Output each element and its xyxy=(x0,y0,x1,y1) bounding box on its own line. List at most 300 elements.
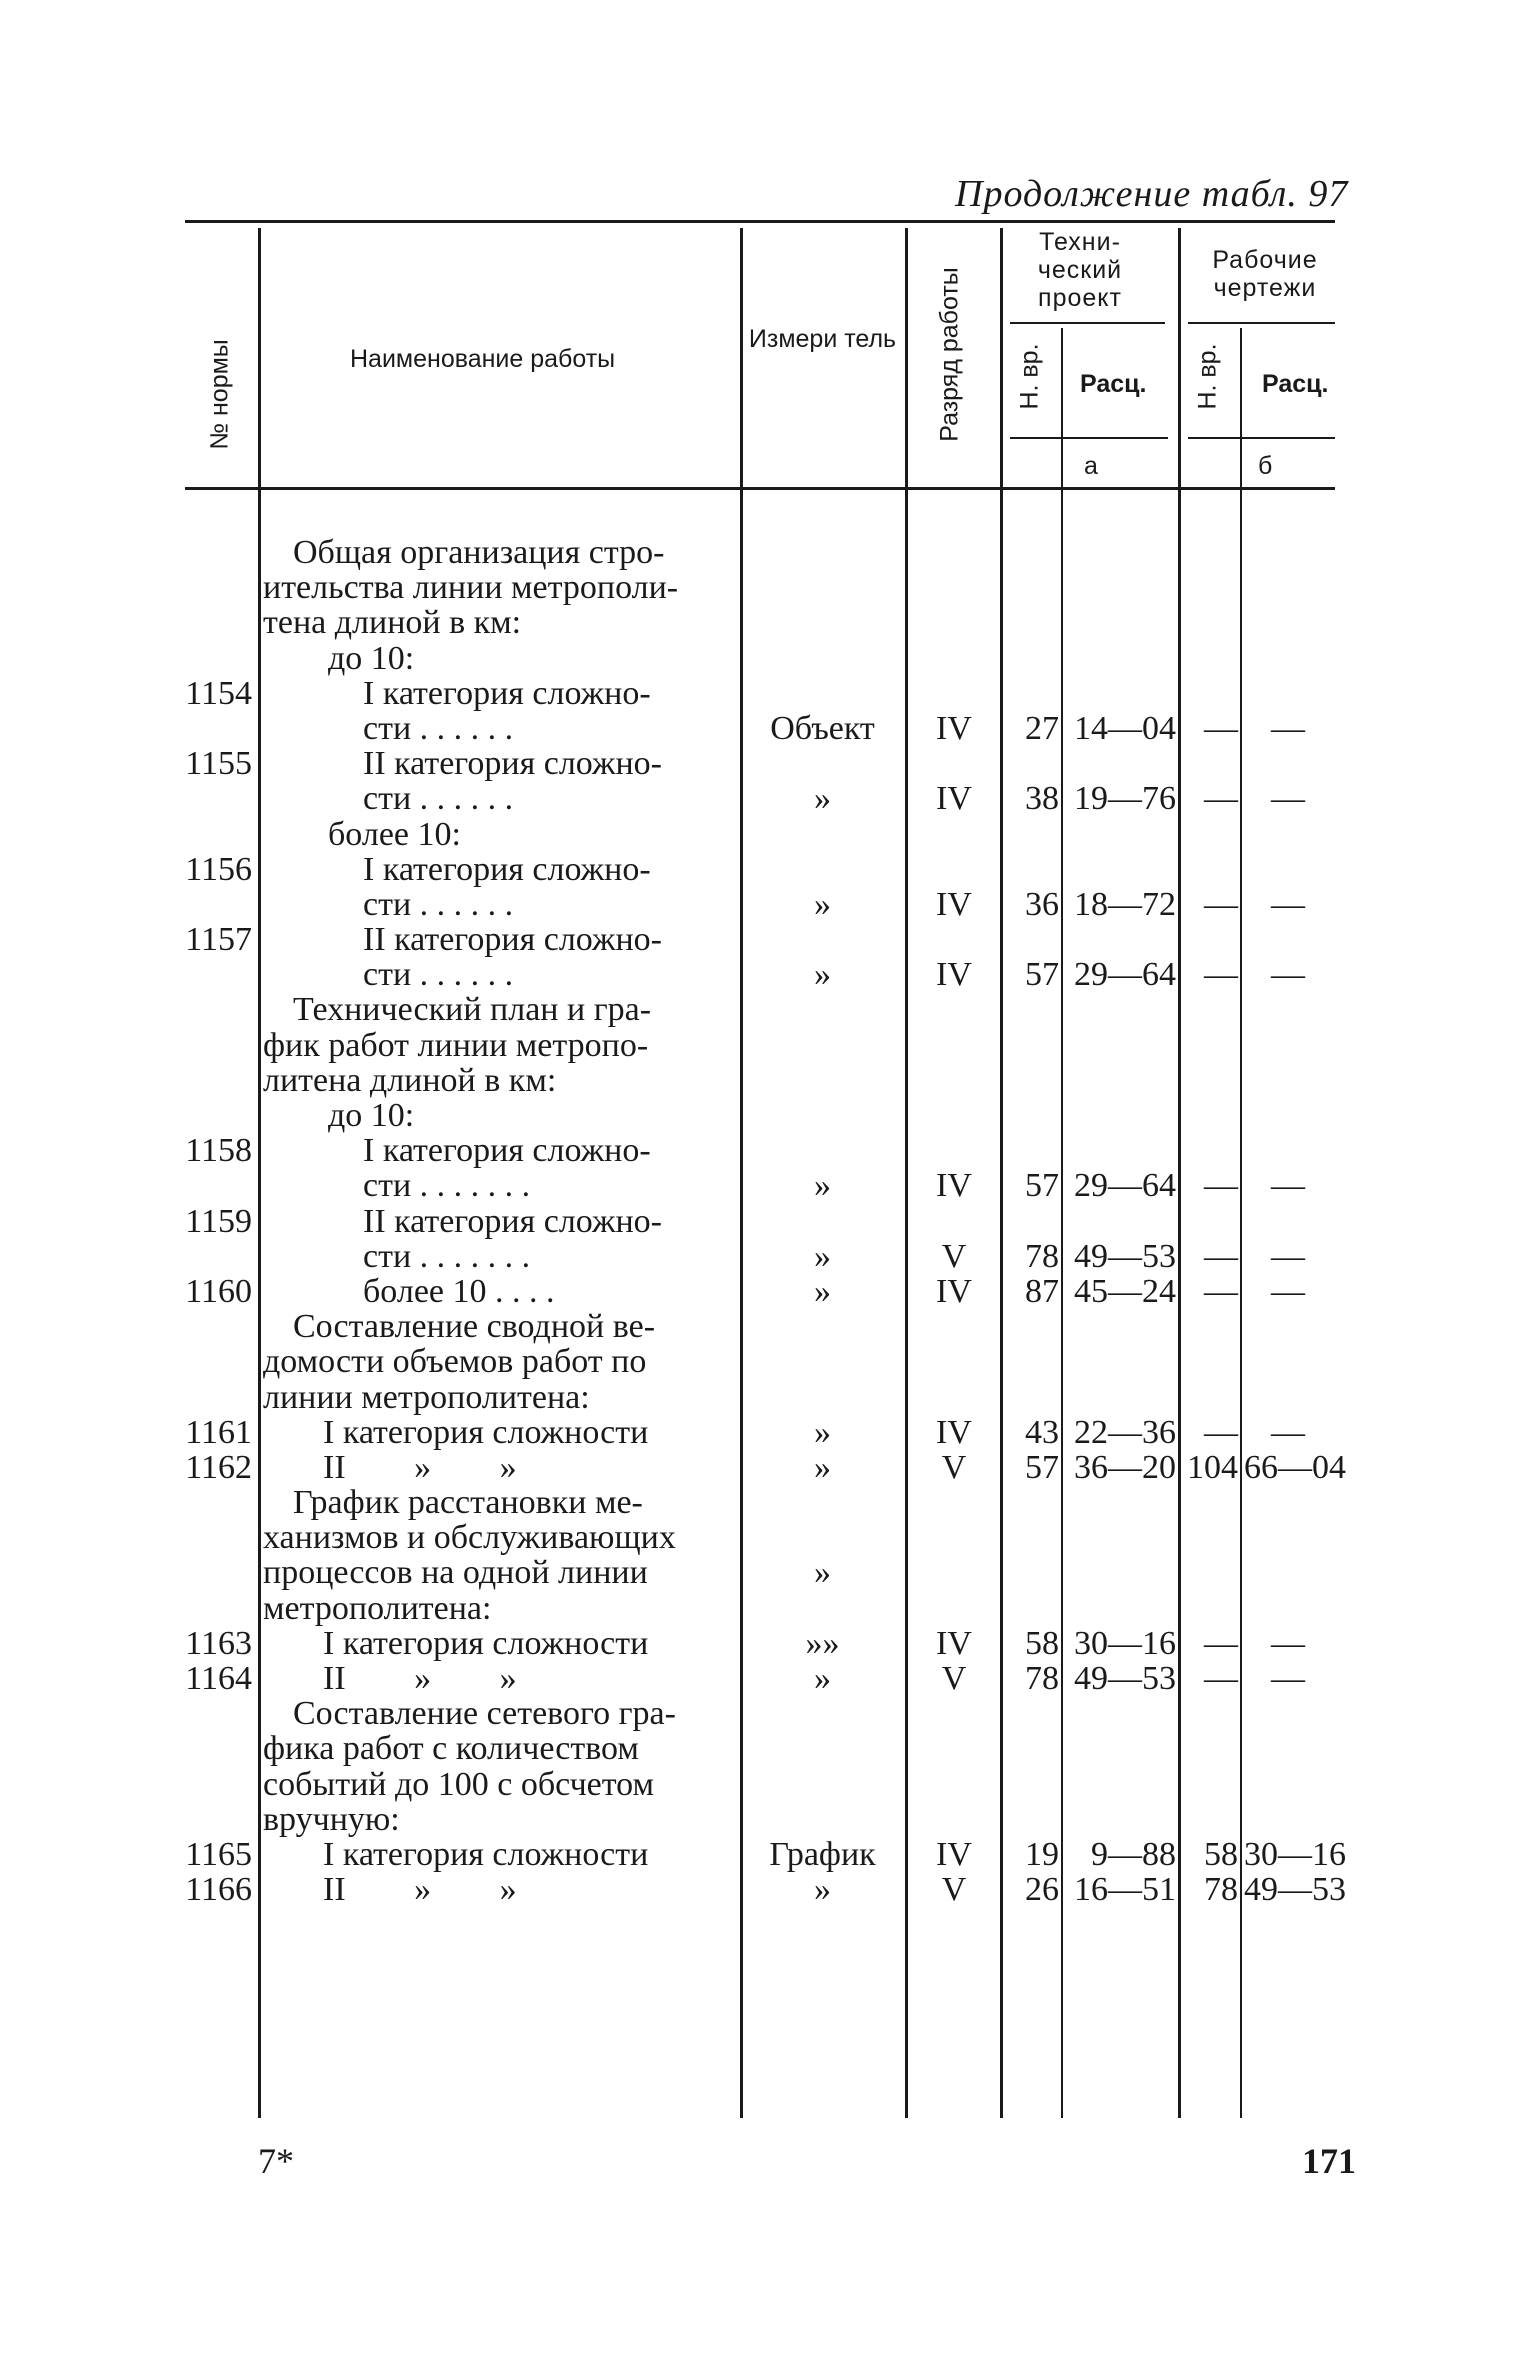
norm-number-cell: 1156 xyxy=(185,850,252,888)
norm-number-cell xyxy=(160,1555,252,1590)
norm-number-cell xyxy=(160,1344,252,1379)
draw-rate-cell xyxy=(1244,922,1332,957)
tech-rate-cell xyxy=(1064,746,1176,781)
draw-rate-cell xyxy=(1244,1485,1332,1520)
norm-number-cell xyxy=(160,1696,252,1731)
draw-hours-cell xyxy=(1182,1028,1238,1063)
draw-rate-cell xyxy=(1244,676,1332,711)
work-line: линии метрополитена: xyxy=(263,1379,590,1415)
tech-hours-cell xyxy=(1005,1133,1059,1168)
grade-cell xyxy=(910,1204,998,1239)
tech-hours-cell xyxy=(1005,1731,1059,1766)
tech-hours-cell xyxy=(1005,1028,1059,1063)
draw-rate-cell xyxy=(1244,1555,1332,1590)
page-number: 171 xyxy=(1302,2141,1356,2181)
draw-hours-cell: — xyxy=(1204,1413,1238,1451)
unit-cell xyxy=(745,1591,900,1626)
unit-cell xyxy=(745,1063,900,1098)
work-line: I категория сложности xyxy=(323,1625,649,1661)
norm-number-cell xyxy=(160,1239,252,1274)
vline-draw-mid xyxy=(1240,328,1242,2118)
grade-cell xyxy=(910,1380,998,1415)
unit-cell: » xyxy=(814,956,831,994)
tech-rate-cell xyxy=(1064,922,1176,957)
draw-hours-cell xyxy=(1182,1344,1238,1379)
draw-rate-cell xyxy=(1244,1028,1332,1063)
draw-rate-cell xyxy=(1244,746,1332,781)
norm-number-cell: 1164 xyxy=(185,1660,252,1697)
tech-rate-cell: 14—04 xyxy=(1074,709,1176,747)
norm-number-cell xyxy=(160,1309,252,1344)
unit-cell xyxy=(745,1802,900,1837)
draw-rate-cell xyxy=(1244,1204,1332,1239)
work-line: II » » xyxy=(323,1872,517,1908)
tech-rate-cell xyxy=(1064,1344,1176,1379)
norm-number-cell xyxy=(160,570,252,605)
unit-cell xyxy=(745,852,900,887)
header-bottom-rule xyxy=(185,487,1335,490)
tech-rate-cell xyxy=(1064,992,1176,1027)
work-line: сти . . . . . . . xyxy=(363,1238,531,1274)
grade-cell xyxy=(910,1802,998,1837)
tech-rate-cell xyxy=(1064,605,1176,640)
tech-rate-cell: 29—64 xyxy=(1074,956,1176,994)
unit-cell xyxy=(745,1344,900,1379)
work-line: более 10 . . . . xyxy=(363,1273,555,1310)
draw-rate-cell: — xyxy=(1271,956,1305,994)
work-line: литена длиной в км: xyxy=(263,1062,557,1098)
draw-rate-cell: — xyxy=(1271,1624,1305,1662)
tech-rate-cell: 49—53 xyxy=(1074,1660,1176,1697)
norm-number-cell xyxy=(160,992,252,1027)
work-line: вручную: xyxy=(263,1801,400,1837)
grade-cell xyxy=(910,817,998,852)
unit-column xyxy=(745,535,900,1907)
unit-cell xyxy=(745,1133,900,1168)
draw-hours-cell xyxy=(1182,641,1238,676)
work-line: ительства линии метрополи- xyxy=(263,570,679,606)
unit-cell xyxy=(745,1485,900,1520)
vline-after-norm xyxy=(258,228,261,2118)
draw-hours-cell xyxy=(1182,746,1238,781)
work-line: фик работ линии метропо- xyxy=(263,1027,649,1063)
work-line: более 10: xyxy=(328,816,461,852)
norm-number-cell: 1165 xyxy=(185,1835,252,1873)
work-line: метрополитена: xyxy=(263,1590,492,1626)
draw-rate-cell: — xyxy=(1271,1272,1305,1310)
draw-rate-cell xyxy=(1244,605,1332,640)
draw-rate-cell xyxy=(1244,1344,1332,1379)
unit-cell xyxy=(745,570,900,605)
unit-cell xyxy=(745,746,900,781)
work-line: I категория сложности xyxy=(323,1414,649,1450)
draw-hours-cell: — xyxy=(1204,1624,1238,1662)
tech-rate-cell: 49—53 xyxy=(1074,1237,1176,1275)
unit-cell: Объект xyxy=(770,709,875,747)
tech-rate-cell xyxy=(1064,1731,1176,1766)
draw-rate-cell: 30—16 xyxy=(1244,1835,1346,1873)
draw-hours-cell xyxy=(1182,992,1238,1027)
header-col-b: б xyxy=(1258,452,1273,480)
vline-tech-end xyxy=(1178,228,1181,2118)
unit-cell xyxy=(745,1696,900,1731)
work-line: Технический план и гра- xyxy=(293,992,652,1028)
draw-rate-cell: — xyxy=(1271,1167,1305,1205)
draw-hours-cell xyxy=(1182,1380,1238,1415)
tech-rate-cell xyxy=(1064,1767,1176,1802)
draw-rate-cell xyxy=(1244,641,1332,676)
header-work-name: Наименование работы xyxy=(350,345,616,373)
draw-rate-cell: — xyxy=(1271,709,1305,747)
draw-rate-cell xyxy=(1244,1063,1332,1098)
draw-rate-cell xyxy=(1244,817,1332,852)
draw-rate-cell xyxy=(1244,1133,1332,1168)
work-line: II категория сложно- xyxy=(363,1203,662,1239)
draw-hours-cell xyxy=(1182,1767,1238,1802)
draw-rate-cell xyxy=(1244,852,1332,887)
unit-cell: » xyxy=(814,1554,831,1592)
norm-number-cell xyxy=(160,1731,252,1766)
tech-hours-cell xyxy=(1005,570,1059,605)
unit-cell: » xyxy=(814,885,831,923)
tech-hours-cell xyxy=(1005,676,1059,711)
header-norm-no: № нормы xyxy=(205,339,234,450)
tech-rate-cell xyxy=(1064,641,1176,676)
norm-number-cell: 1163 xyxy=(185,1624,252,1662)
tech-rate-cell: 29—64 xyxy=(1074,1167,1176,1205)
unit-cell xyxy=(745,1767,900,1802)
draw-rate-cell xyxy=(1244,1380,1332,1415)
tech-hours-cell xyxy=(1005,1767,1059,1802)
unit-cell xyxy=(745,817,900,852)
norm-number-cell xyxy=(160,1098,252,1133)
work-line: сти . . . . . . xyxy=(363,781,514,817)
tech-rate-cell: 36—20 xyxy=(1074,1448,1176,1486)
work-line: до 10: xyxy=(328,1098,415,1134)
grade-cell xyxy=(910,1731,998,1766)
grade-cell: V xyxy=(941,1871,967,1909)
draw-hours-cell xyxy=(1182,1309,1238,1344)
tech-rate-cell xyxy=(1064,1063,1176,1098)
norm-number-cell xyxy=(160,1767,252,1802)
header-tech-project: Техни-ческий проект xyxy=(1037,228,1123,312)
work-line: до 10: xyxy=(328,640,415,676)
tech-rate-cell xyxy=(1064,1133,1176,1168)
draw-hours-cell xyxy=(1182,676,1238,711)
tech-hours-cell: 38 xyxy=(1025,780,1059,818)
draw-rate-cell xyxy=(1244,992,1332,1027)
tech-hours-cell xyxy=(1005,1485,1059,1520)
work-line: сти . . . . . . xyxy=(363,957,514,993)
draw-hours-cell xyxy=(1182,817,1238,852)
unit-cell: » xyxy=(814,1237,831,1275)
tech-rate-cell xyxy=(1064,676,1176,711)
grade-cell xyxy=(910,1133,998,1168)
tech-rate-cell xyxy=(1064,817,1176,852)
grade-cell xyxy=(910,1309,998,1344)
unit-cell xyxy=(745,1309,900,1344)
unit-cell: » xyxy=(814,1167,831,1205)
norm-number-cell xyxy=(160,781,252,816)
tech-hours-cell: 27 xyxy=(1025,709,1059,747)
draw-subrule xyxy=(1188,322,1335,324)
draw-hours-cell xyxy=(1182,1696,1238,1731)
vline-after-grade xyxy=(1000,228,1003,2118)
vline-after-unit xyxy=(905,228,908,2118)
unit-cell: »» xyxy=(805,1624,840,1662)
draw-hours-cell xyxy=(1182,1133,1238,1168)
unit-cell xyxy=(745,992,900,1027)
grade-cell: IV xyxy=(936,1624,972,1662)
norm-number-cell xyxy=(160,535,252,570)
tech-rate-cell xyxy=(1064,1485,1176,1520)
grade-cell xyxy=(910,922,998,957)
draw-rate-cell: — xyxy=(1271,1237,1305,1275)
unit-cell: » xyxy=(814,1871,831,1909)
unit-cell xyxy=(745,1028,900,1063)
unit-cell xyxy=(745,1380,900,1415)
work-line: I категория сложно- xyxy=(363,1133,651,1169)
draw-hours-cell: 58 xyxy=(1204,1835,1238,1873)
tech-rate-cell: 30—16 xyxy=(1074,1624,1176,1662)
grade-cell: IV xyxy=(936,885,972,923)
unit-cell xyxy=(745,922,900,957)
tech-rate-cell xyxy=(1064,1028,1176,1063)
tech-rate-cell: 9—88 xyxy=(1091,1835,1176,1873)
tech-ab-rule xyxy=(1010,437,1168,439)
work-line: I категория сложно- xyxy=(363,675,651,711)
grade-cell xyxy=(910,1098,998,1133)
tech-hours-cell: 26 xyxy=(1025,1871,1059,1909)
tech-hours-cell xyxy=(1005,1309,1059,1344)
draw-rate-cell xyxy=(1244,1591,1332,1626)
tech-rate-cell xyxy=(1064,1555,1176,1590)
draw-hours-cell xyxy=(1182,535,1238,570)
tech-hours-column xyxy=(1005,535,1059,1907)
tech-hours-cell xyxy=(1005,992,1059,1027)
top-rule xyxy=(185,220,1335,223)
grade-cell: IV xyxy=(936,1167,972,1205)
tech-hours-cell: 36 xyxy=(1025,885,1059,923)
tech-subrule xyxy=(1010,322,1165,324)
tech-hours-cell: 57 xyxy=(1025,1448,1059,1486)
draw-hours-cell: — xyxy=(1204,885,1238,923)
grade-cell: V xyxy=(941,1660,967,1697)
header-col-a: а xyxy=(1084,452,1098,480)
grade-column xyxy=(910,535,998,1907)
draw-rate-cell: — xyxy=(1271,1413,1305,1451)
draw-rate-cell xyxy=(1244,535,1332,570)
draw-rate-cell xyxy=(1244,1309,1332,1344)
unit-cell xyxy=(745,605,900,640)
work-line: I категория сложно- xyxy=(363,851,651,887)
draw-rate-cell xyxy=(1244,1098,1332,1133)
norm-number-cell xyxy=(160,1028,252,1063)
footer-signature-mark: 7* xyxy=(258,2141,294,2181)
draw-rate-cell xyxy=(1244,1696,1332,1731)
vline-after-work xyxy=(740,228,743,2118)
draw-rate-cell xyxy=(1244,1731,1332,1766)
tech-rate-column xyxy=(1064,535,1176,1907)
header-grade: Разряд работы xyxy=(935,267,964,442)
norm-number-cell xyxy=(160,887,252,922)
draw-rate-cell: — xyxy=(1271,885,1305,923)
grade-cell xyxy=(910,641,998,676)
norm-number-cell xyxy=(160,1591,252,1626)
draw-rate-column xyxy=(1244,535,1346,1909)
draw-hours-cell xyxy=(1182,570,1238,605)
tech-hours-cell xyxy=(1005,1380,1059,1415)
draw-hours-cell xyxy=(1182,1063,1238,1098)
tech-hours-cell xyxy=(1005,1696,1059,1731)
work-line: График расстановки ме- xyxy=(293,1485,643,1521)
tech-rate-cell xyxy=(1064,1098,1176,1133)
draw-hours-cell xyxy=(1182,1802,1238,1837)
grade-cell xyxy=(910,1063,998,1098)
unit-cell xyxy=(745,1204,900,1239)
tech-rate-cell xyxy=(1064,570,1176,605)
tech-rate-cell xyxy=(1064,535,1176,570)
tech-hours-cell xyxy=(1005,535,1059,570)
tech-rate-cell xyxy=(1064,1520,1176,1555)
unit-cell: » xyxy=(814,1448,831,1486)
draw-hours-cell xyxy=(1182,1098,1238,1133)
draw-hours-cell: — xyxy=(1204,1272,1238,1310)
draw-hours-cell xyxy=(1182,1520,1238,1555)
grade-cell xyxy=(910,1520,998,1555)
grade-cell xyxy=(910,992,998,1027)
norm-number-cell xyxy=(160,1380,252,1415)
tech-rate-cell xyxy=(1064,1591,1176,1626)
grade-cell: IV xyxy=(936,780,972,818)
norm-number-cell xyxy=(160,1802,252,1837)
work-line: домости объемов работ по xyxy=(263,1344,647,1380)
grade-cell xyxy=(910,1485,998,1520)
grade-cell: IV xyxy=(936,1413,972,1451)
work-line: сти . . . . . . . xyxy=(363,1168,531,1204)
work-line: II категория сложно- xyxy=(363,746,662,782)
draw-hours-cell: — xyxy=(1204,709,1238,747)
work-line: II категория сложно- xyxy=(363,922,662,958)
grade-cell: IV xyxy=(936,1835,972,1873)
draw-hours-cell xyxy=(1182,922,1238,957)
draw-rate-cell: — xyxy=(1271,780,1305,818)
tech-hours-cell xyxy=(1005,1063,1059,1098)
grade-cell xyxy=(910,1696,998,1731)
tech-rate-cell: 18—72 xyxy=(1074,885,1176,923)
draw-hours-cell xyxy=(1182,852,1238,887)
draw-rate-cell: — xyxy=(1271,1660,1305,1697)
tech-hours-cell: 57 xyxy=(1025,956,1059,994)
grade-cell xyxy=(910,1767,998,1802)
work-line: Общая организация стро- xyxy=(293,535,665,571)
work-line: событий до 100 с обсчетом xyxy=(263,1766,655,1802)
tech-rate-cell xyxy=(1064,1696,1176,1731)
tech-hours-cell: 43 xyxy=(1025,1413,1059,1451)
grade-cell xyxy=(910,1591,998,1626)
grade-cell xyxy=(910,535,998,570)
tech-rate-cell xyxy=(1064,1204,1176,1239)
tech-hours-cell xyxy=(1005,1555,1059,1590)
grade-cell xyxy=(910,570,998,605)
draw-hours-cell xyxy=(1182,1555,1238,1590)
norm-number-cell: 1162 xyxy=(185,1448,252,1486)
unit-cell: » xyxy=(814,1272,831,1310)
header-tech-hours: Н. вр. xyxy=(1015,343,1044,410)
norm-number-cell: 1158 xyxy=(185,1132,252,1170)
unit-cell xyxy=(745,535,900,570)
tech-hours-cell xyxy=(1005,1204,1059,1239)
norm-number-cell: 1155 xyxy=(185,745,252,783)
unit-cell xyxy=(745,1098,900,1133)
work-line: II » » xyxy=(323,1661,517,1697)
grade-cell xyxy=(910,852,998,887)
norm-number-cell xyxy=(160,1168,252,1203)
table-caption: Продолжение табл. 97 xyxy=(955,173,1349,215)
tech-hours-cell xyxy=(1005,922,1059,957)
draw-rate-cell xyxy=(1244,1802,1332,1837)
draw-rate-cell xyxy=(1244,1520,1332,1555)
work-name-column xyxy=(263,535,733,1907)
work-line: I категория сложности xyxy=(323,1836,649,1873)
tech-hours-cell xyxy=(1005,1591,1059,1626)
grade-cell xyxy=(910,1555,998,1590)
tech-hours-cell: 78 xyxy=(1025,1237,1059,1275)
draw-rate-cell xyxy=(1244,570,1332,605)
header-unit: Измери тель xyxy=(748,325,897,353)
header-draw-rate: Расц. xyxy=(1262,370,1329,398)
norm-number-column xyxy=(160,535,252,1907)
tech-hours-cell xyxy=(1005,605,1059,640)
tech-rate-cell xyxy=(1064,1309,1176,1344)
draw-hours-cell: — xyxy=(1204,1237,1238,1275)
work-line: тена длиной в км: xyxy=(263,605,522,641)
unit-cell xyxy=(745,676,900,711)
tech-rate-cell xyxy=(1064,852,1176,887)
draw-hours-cell xyxy=(1182,1485,1238,1520)
tech-hours-cell xyxy=(1005,1520,1059,1555)
draw-rate-cell: 66—04 xyxy=(1244,1448,1346,1486)
draw-hours-cell xyxy=(1182,1591,1238,1626)
header-draw-hours: Н. вр. xyxy=(1193,343,1222,410)
norm-number-cell xyxy=(160,605,252,640)
unit-cell xyxy=(745,641,900,676)
grade-cell: IV xyxy=(936,1272,972,1310)
tech-hours-cell xyxy=(1005,852,1059,887)
header-tech-rate: Расц. xyxy=(1080,370,1147,398)
unit-cell: » xyxy=(814,1413,831,1451)
work-line: сти . . . . . . xyxy=(363,886,514,923)
draw-hours-cell xyxy=(1182,605,1238,640)
norm-number-cell: 1154 xyxy=(185,674,252,712)
draw-hours-cell: — xyxy=(1204,1660,1238,1697)
work-line: процессов на одной линии xyxy=(263,1555,648,1591)
work-line: Составление сетевого гра- xyxy=(293,1696,676,1732)
tech-hours-cell: 78 xyxy=(1025,1660,1059,1697)
draw-ab-rule xyxy=(1188,437,1335,439)
norm-number-cell: 1166 xyxy=(185,1871,252,1909)
tech-hours-cell: 57 xyxy=(1025,1167,1059,1205)
unit-cell xyxy=(745,1520,900,1555)
draw-hours-cell: — xyxy=(1204,780,1238,818)
tech-rate-cell xyxy=(1064,1380,1176,1415)
norm-number-cell xyxy=(160,1485,252,1520)
unit-cell: График xyxy=(769,1835,876,1873)
draw-hours-column xyxy=(1182,535,1238,1907)
grade-cell xyxy=(910,1028,998,1063)
tech-rate-cell: 45—24 xyxy=(1074,1272,1176,1310)
norm-number-cell xyxy=(160,641,252,676)
